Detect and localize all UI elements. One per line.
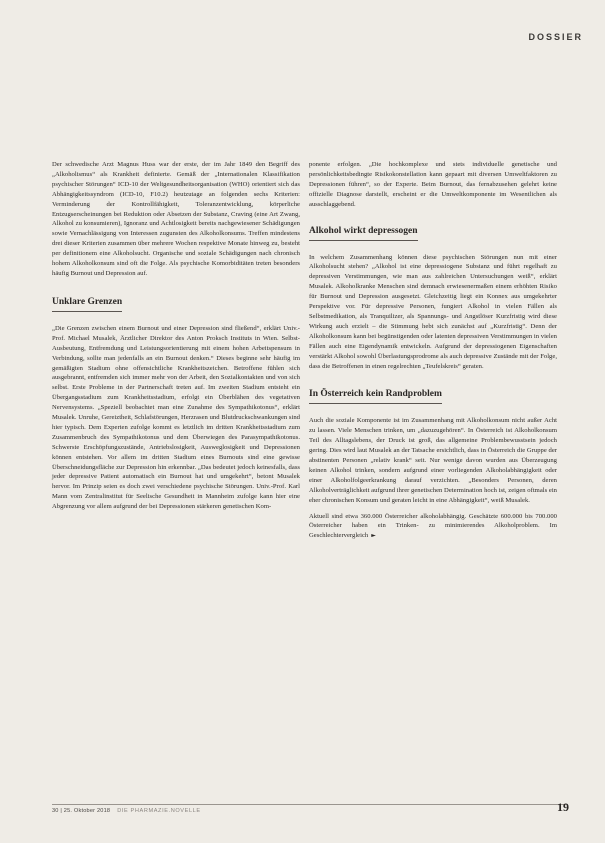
subheading-alkohol-depressogen: Alkohol wirkt depressogen (309, 225, 418, 241)
intro-paragraph: Der schwedische Arzt Magnus Huss war der erste, der im Jahr 1849 den Begriff des „Alkoholismus“ als Krankheit definierte. Gemäß der „Internationalen Klassifikation psychischer Störungen“ ICD-10 der Weltgesundheitsorganisation (WHO) orientiert sich das Abhängigkeitssyndrom (ICD-10, F10.2) heutzutage an folgenden sechs Kriterien: Verminderung der Kontrollfähigkeit, Toleranzentwicklung, körperliche Entzugserscheinungen bei Reduktion oder Absetzen der Substanz, Craving (eine Art Zwang, Alkohol zu konsumieren), Ignoranz und Achtlosigkeit bereits nachgewiesener Schädigungen sowie Vernachlässigung von Interessen zugunsten des Alkoholkonsums. Treffen mindestens drei dieser Kriterien zusammen über mehrere Wochen respektive Monate hinweg zu, besteht per definitionem eine Alkoholsucht. Organische und soziale Schädigungen nach chronisch hohem Alkoholkonsum sind oft die Folge. Als psychische Komorbiditäten treten besonders häufig Burnout und Depression auf. (52, 161, 300, 277)
body-text: Aktuell sind etwa 360.000 Österreicher alkoholabhängig. Geschätzte 600.000 bis 700.000 Österreicher haben ein Trinken- zu minimierendes Alkoholproblem. Im Geschlechtervergleich (309, 512, 557, 540)
body-paragraph-last (309, 512, 557, 542)
subheading-wrap (309, 220, 557, 241)
left-column (52, 160, 300, 518)
continued-paragraph: ponente erfolgen. „Die hochkomplexe und stets individuelle genetische und persönlichkeitsbedingte Risikokonstellation kann gepaart mit diversen Umweltfaktoren zu Depressionen führen“, so der Experte. Beim Burnout, das fernabzusehen gelehrt keine offizielle Diagnose darstellt, erscheint er die Umweltkomponente im Wesentlichen als ausschlaggebend. (309, 161, 557, 208)
body-paragraph: „Die Grenzen zwischen einem Burnout und einer Depression sind fließend“, erklärt Univ.-Prof. Michael Musalek, Ärztlicher Direktor des Anton Proksch Instituts in Wien. Selbst-Ausbeutung, Entfremdung und Leistungsorientierung mit einem hohen Arbeitspensum in Verbindung, sollte man jedenfalls an ein Burnout denken.“ Dieses beginne sehr häufig im gemäßigten Stadium ohne offensichtliche Krankheitszeichen. Betroffene fühlen sich ausgebrannt, entfremden sich immer mehr von der Arbeit, den Sozialkontakten und von sich selbst. Erste Probleme in der Partnerschaft treten auf. Im zweiten Stadium entsteht ein Übergangsstadium zum Krankheitsstadium, erfolgt ein Überblähen des vegetativen Nervensystems. „Speziell beobachtet man eine Zunahme des Sympathikotonus“, erklärt Musalek. Unruhe, Gereiztheit, Schlafstörungen, Herzrasen und Blutdruckschwankungen sind hier typisch. Dem Experten zufolge kommt es letztlich im dritten Krankheitsstadium zum Zusammenbruch des Sympathikotonus und dem Überwiegen des Parasympathikotonus. Schwerste Erschöpfungszustände, Antriebslosigkeit, Ausweglosigkeit und Depressionen können entstehen. Vor allem im dritten Stadium eines Burnouts sind eine gewisse Überschneidungsfläche zur Depression hin erkennbar. „Das bedeutet jedoch keinesfalls, dass jeder depressive Patient automatisch ein Burnout hat und umgekehrt“, betont Musalek hervor. Im Prinzip seien es doch zwei verschiedene psychische Störungen. Univ.-Prof. Karl Mann vom Zentralinstitut für Seelische Gesundheit in Mannheim zufolge kann hier eine Abgrenzung vor allem aufgrund der bei Depressionen stärkeren genetischen Kom- (52, 324, 300, 511)
subheading-unklare-grenzen: Unklare Grenzen (52, 296, 122, 312)
issue-date: 30 | 25. Oktober 2018 (52, 808, 111, 814)
right-column (309, 160, 557, 547)
publication-name: DIE PHARMAZIE.NOVELLE (117, 808, 201, 814)
subheading-wrap (52, 291, 300, 312)
body-paragraph: Auch die soziale Komponente ist im Zusammenhang mit Alkoholkonsum nicht außer Acht zu lassen. Viele Menschen trinken, um „dazuzugehören“. In Österreich ist Alkoholkonsum Teil des Alltagslebens, der Druck ist groß, das allgemeine Problembewusstsein jedoch gering. Dies wird laut Musalek an der Tatsache ersichtlich, dass in Österreich die Gruppe der abstinenten Personen „relativ krank“ seit. Nur wenige davon wurden aus Überzeugung keinen Alkohol trinken, sondern aufgrund einer vorliegenden Alkoholabhängigkeit oder einer Alkoholfolgeerkrankung darauf verzichten. „Besonders Personen, deren Alkoholverträglichkeit aufgrund ihrer genetischen Determination hoch ist, zeigen oftmals ein eher chronischen Konsum und geraten leicht in eine Abhängigkeit“, weiß Musalek. (309, 417, 557, 504)
footer-divider (52, 804, 567, 805)
footer-issue-line (52, 808, 201, 814)
page-number: 19 (557, 800, 569, 814)
subheading-wrap (309, 383, 557, 404)
continue-arrow-icon: ► (371, 532, 376, 540)
section-rubric: DOSSIER (528, 32, 583, 42)
subheading-oesterreich: In Österreich kein Randproblem (309, 388, 442, 404)
body-paragraph: In welchem Zusammenhang können diese psychischen Störungen nun mit einer Alkoholsucht stehen? „Alkohol ist eine depressiogene Substanz und führt regelhaft zu depressiven Verstimmungen, wie man aus zahlreichen Untersuchungen weiß“, erklärt Musalek. Alkoholkranke Menschen sind demnach erwiesenermaßen einem erhöhten Risiko für Burnout und Depression ausgesetzt. Gleichzeitig liegt ein Konnex aus umgekehrter Perspektive vor. Für depressive Personen, fungiert Alkohol in vielen Fällen als Selbstmedikation, als Tranquilizer, als Spannungs- und Angstlöser Kurzfristig wird diese Wirkung auch erzielt – die Stimmung hebt sich zunächst auf „Kurzfristig“. Denn der Alkoholkonsum kann bei begünstigenden oder latenten depressiven Verstimmungen in vielen Fällen auch eine Eigendynamik entwickeln. Aufgrund der depressiogenen Eigenschaften verstärkt Alkohol sowohl Überlastungsprodrome als auch depressive Zustände mit der Folge, dass die Betroffenen in einen regelrechten „Teufelskreis“ geraten. (309, 253, 557, 370)
